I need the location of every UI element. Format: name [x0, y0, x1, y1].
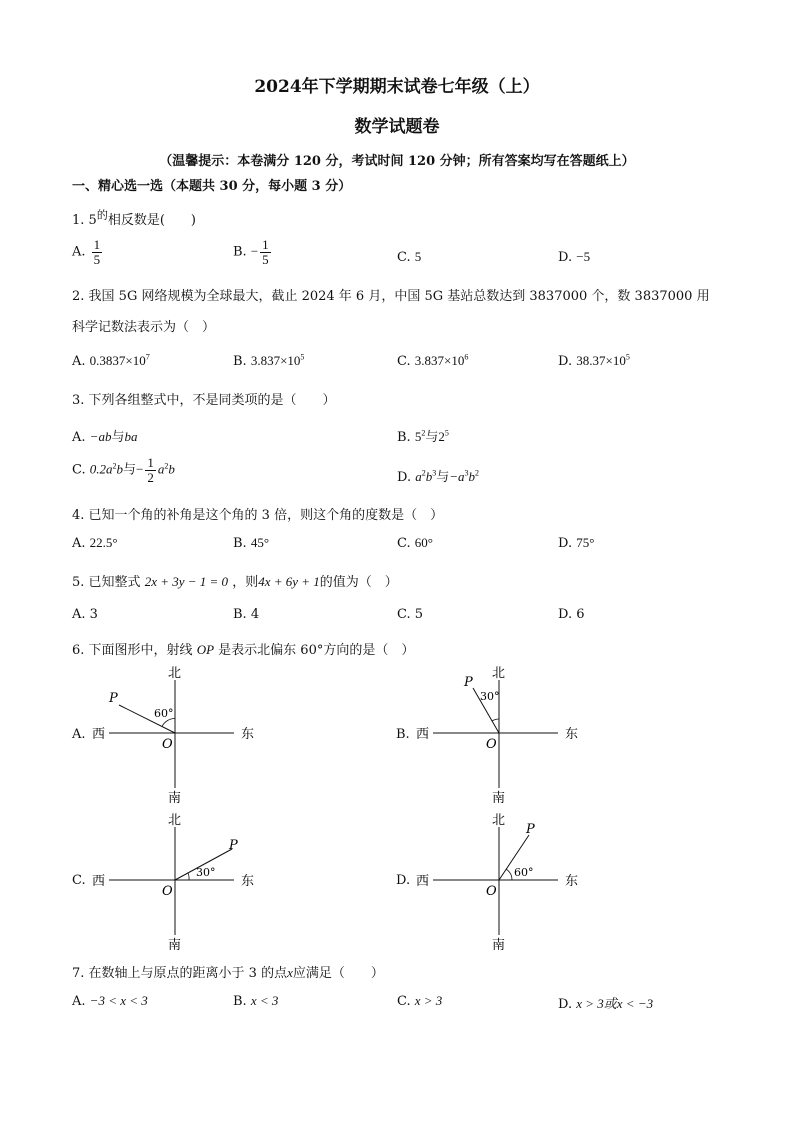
north-label: 北: [168, 813, 182, 828]
q7-option-c[interactable]: C. x > 3: [397, 993, 443, 1009]
q7-option-d[interactable]: D. x > 3或x < −3: [558, 996, 654, 1012]
q3-option-b[interactable]: B. $5^2$与$2^5$: [397, 428, 449, 445]
q7-option-a[interactable]: A. −3 < x < 3: [72, 993, 148, 1009]
question-7: 7. 在数轴上与原点的距离小于 3 的点x应满足（ ）: [72, 965, 384, 981]
q4-option-c[interactable]: C. 60°: [397, 535, 433, 551]
q2-option-a[interactable]: A. $0.3837\times 10^7$: [72, 352, 150, 369]
q1-option-c[interactable]: C. 5: [397, 249, 422, 265]
question-3: 3. 下列各组整式中，不是同类项的是（ ）: [72, 393, 336, 408]
angle-arc: [492, 719, 499, 721]
q6-diagram-a: [84, 660, 274, 810]
east-label: 东: [241, 727, 255, 742]
angle-label: 60°: [154, 707, 174, 720]
south-label: 南: [168, 791, 182, 806]
q3-option-c[interactable]: C. $0.2a^2b$与− $\frac{1}{2}$ $a^2b$: [72, 455, 175, 485]
q5-option-c[interactable]: C. 5: [397, 607, 424, 622]
west-label: 西: [92, 727, 106, 742]
south-label: 南: [168, 938, 182, 953]
angle-arc: [188, 873, 189, 880]
origin-label: O: [486, 737, 497, 752]
north-label: 北: [492, 813, 506, 828]
q2-option-c[interactable]: C. $3.837\times 10^6$: [397, 352, 469, 369]
q4-option-a[interactable]: A. 22.5°: [72, 535, 118, 551]
exam-title: 2024年下学期期末试卷七年级（上）: [254, 77, 540, 97]
q6-diagram-b: [408, 660, 598, 810]
east-label: 东: [241, 874, 255, 889]
question-4: 4. 已知一个角的补角是这个角的 3 倍，则这个角的度数是（ ）: [72, 508, 444, 523]
angle-label: 30°: [480, 690, 500, 703]
q5-option-b[interactable]: B. 4: [233, 607, 260, 622]
q6-option-d[interactable]: D.: [396, 873, 411, 888]
west-label: 西: [92, 874, 106, 889]
q6-option-a[interactable]: A.: [72, 727, 86, 742]
origin-label: O: [486, 884, 497, 899]
q4-option-b[interactable]: B. 45°: [233, 535, 270, 551]
south-label: 南: [492, 938, 506, 953]
angle-label: 60°: [514, 866, 534, 879]
q1-option-a[interactable]: A. $\frac{1}{5}$: [72, 237, 101, 267]
north-label: 北: [168, 666, 182, 681]
q6-option-c[interactable]: C.: [72, 873, 86, 888]
q4-option-d[interactable]: D. 75°: [558, 535, 595, 551]
q7-option-b[interactable]: B. x < 3: [233, 993, 279, 1009]
east-label: 东: [565, 874, 579, 889]
point-label: P: [229, 838, 238, 853]
exam-subtitle: 数学试题卷: [354, 117, 440, 137]
exam-notice: （温馨提示：本卷满分 120 分，考试时间 120 分钟；所有答案均写在答题纸上）: [159, 154, 635, 169]
q3-option-a[interactable]: A. −ab与ba: [72, 429, 138, 445]
east-label: 东: [565, 727, 579, 742]
q6-option-b[interactable]: B.: [396, 727, 410, 742]
south-label: 南: [492, 791, 506, 806]
question-5: 5. 已知整式 2x + 3y − 1 = 0 ，则4x + 6y + 1的值为（ ）: [72, 574, 398, 590]
origin-label: O: [162, 737, 173, 752]
q6-diagram-c: [84, 807, 274, 957]
q5-option-d[interactable]: D. 6: [558, 607, 585, 622]
north-label: 北: [492, 666, 506, 681]
section-heading: 一、精心选一选（本题共 30 分，每小题 3 分）: [72, 179, 352, 194]
q2-option-d[interactable]: D. $38.37\times 10^5$: [558, 352, 630, 369]
question-2-line-2: 科学记数法表示为（ ）: [72, 320, 216, 335]
q1-option-b[interactable]: B. − $\frac{1}{5}$: [233, 237, 269, 267]
q3-option-d[interactable]: D. $a^2b^3$与$-a^3b^2$: [397, 468, 480, 485]
west-label: 西: [416, 727, 430, 742]
q6-diagram-d: [408, 807, 598, 957]
question-1: 1. $5^的$相反数是( ): [72, 208, 196, 228]
q1-option-d[interactable]: D. −5: [558, 249, 591, 265]
question-6: 6. 下面图形中，射线 OP 是表示北偏东 60°方向的是（ ）: [72, 642, 415, 658]
point-label: P: [464, 675, 473, 690]
west-label: 西: [416, 874, 430, 889]
q2-option-b[interactable]: B. $3.837\times 10^5$: [233, 352, 305, 369]
origin-label: O: [162, 884, 173, 899]
point-label: P: [109, 691, 118, 706]
angle-arc: [506, 869, 512, 880]
point-label: P: [526, 822, 535, 837]
q5-option-a[interactable]: A. 3: [72, 607, 98, 622]
angle-label: 30°: [196, 866, 216, 879]
question-2-line-1: 2. 我国 5G 网络规模为全球最大，截止 2024 年 6 月，中国 5G 基站总数达到 3837000 个，数 3837000 用: [72, 289, 710, 304]
